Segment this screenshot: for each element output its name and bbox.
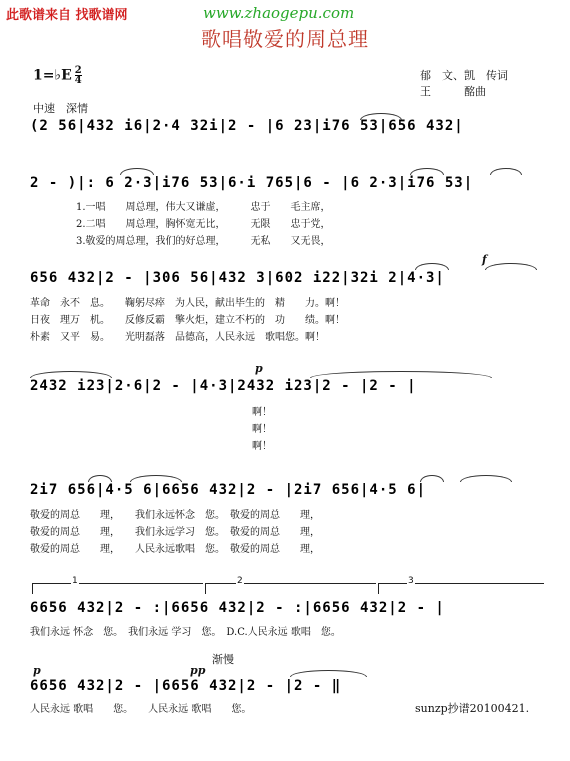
slur bbox=[410, 168, 444, 175]
slur bbox=[360, 113, 402, 120]
transcriber-note: sunzp抄谱20100421. bbox=[415, 702, 530, 715]
slur bbox=[415, 263, 449, 270]
lyric-line: 人民永远 歌唱 您。 人民永远 歌唱 您。 bbox=[30, 704, 252, 715]
lyric-line: 敬爱的周总 理， 人民永远歌唱 您。 敬爱的周总 理， bbox=[30, 544, 320, 555]
notation-row-1: (2 56|432 i6|2·4 32i|2 - |6 23|i76 53|656 432| bbox=[30, 118, 464, 134]
slur bbox=[120, 168, 154, 175]
time-signature bbox=[75, 66, 82, 85]
lyric-line: 3.敬爱的周总理，我们的好总理， 无私 又无畏， bbox=[76, 236, 331, 247]
piano-marking: p bbox=[255, 362, 263, 375]
slur bbox=[130, 475, 182, 482]
lyric-line: 啊！ bbox=[252, 424, 272, 435]
composer-credit: 王 酩曲 bbox=[420, 85, 486, 98]
slur bbox=[30, 371, 112, 378]
tie bbox=[290, 670, 367, 677]
score-title: 歌唱敬爱的周总理 bbox=[201, 27, 369, 51]
time-bottom: 4 bbox=[74, 75, 82, 86]
lyric-line: 啊！ bbox=[252, 407, 272, 418]
volta-bracket-1 bbox=[32, 576, 203, 594]
lyric-line: 日夜 理万 机。 反修反霸 擎火炬，建立不朽的 功 绩。啊！ bbox=[30, 315, 345, 326]
notation-row-6: 6656 432|2 - :|6656 432|2 - :|6656 432|2 - | bbox=[30, 600, 445, 616]
notation-row-7: 6656 432|2 - |6656 432|2 - |2 - ‖ bbox=[30, 678, 342, 694]
lyric-line: 革命 永不 息。 鞠躬尽瘁 为人民，献出毕生的 精 力。啊！ bbox=[30, 298, 345, 309]
slur bbox=[420, 475, 444, 482]
lyric-line: 1.一唱 周总理，伟大又谦虚， 忠于 毛主席， bbox=[76, 202, 331, 213]
volta-bracket-3 bbox=[378, 576, 544, 594]
lyric-line: 我们永远 怀念 您。 我们永远 学习 您。 D.C.人民永远 歌唱 您。 bbox=[30, 627, 341, 638]
pianissimo-marking: pp bbox=[190, 664, 206, 677]
slur bbox=[88, 475, 112, 482]
notation-row-2: 2 - )|: 6 2·3|i76 53|6·i 765|6 - |6 2·3|i76 53| bbox=[30, 175, 474, 191]
notation-row-5: 2i7 656|4·5 6|6656 432|2 - |2i7 656|4·5 6| bbox=[30, 482, 427, 498]
lyric-line: 敬爱的周总 理， 我们永远怀念 您。 敬爱的周总 理， bbox=[30, 510, 320, 521]
piano-marking: p bbox=[33, 664, 41, 677]
slur bbox=[490, 168, 522, 175]
key-signature bbox=[33, 66, 82, 85]
notation-row-4: 2432 i23|2·6|2 - |4·3|2432 i23|2 - |2 - | bbox=[30, 378, 417, 394]
lyricist-credit: 郁 文、凯 传词 bbox=[420, 69, 508, 82]
watermark-site-text: 此歌谱来自 找歌谱网 bbox=[6, 8, 128, 23]
tempo-marking: 中速 深情 bbox=[33, 102, 88, 115]
volta-bracket-2 bbox=[205, 576, 376, 594]
watermark-url[interactable]: www.zhaogepu.com bbox=[203, 4, 355, 22]
lyric-line: 朴素 又平 易。 光明磊落 品德高，人民永远 歌唱您。啊！ bbox=[30, 332, 325, 343]
forte-marking: f bbox=[482, 253, 487, 266]
time-top: 2 bbox=[74, 65, 82, 76]
lyric-line: 2.二唱 周总理，胸怀宽无比， 无限 忠于党， bbox=[76, 219, 331, 230]
lyric-line: 啊！ bbox=[252, 441, 272, 452]
slur bbox=[460, 475, 512, 482]
key-label: 1=♭E bbox=[33, 67, 72, 84]
tempo-change-marking: 渐慢 bbox=[212, 653, 234, 666]
volta-number: 2 bbox=[237, 576, 243, 586]
lyric-line: 敬爱的周总 理， 我们永远学习 您。 敬爱的周总 理， bbox=[30, 527, 320, 538]
tie bbox=[485, 263, 537, 270]
volta-number: 1 bbox=[72, 576, 78, 586]
volta-number: 3 bbox=[408, 576, 414, 586]
slur bbox=[310, 371, 492, 378]
notation-row-3: 656 432|2 - |306 56|432 3|602 i22|32i 2|4·3| bbox=[30, 270, 445, 286]
